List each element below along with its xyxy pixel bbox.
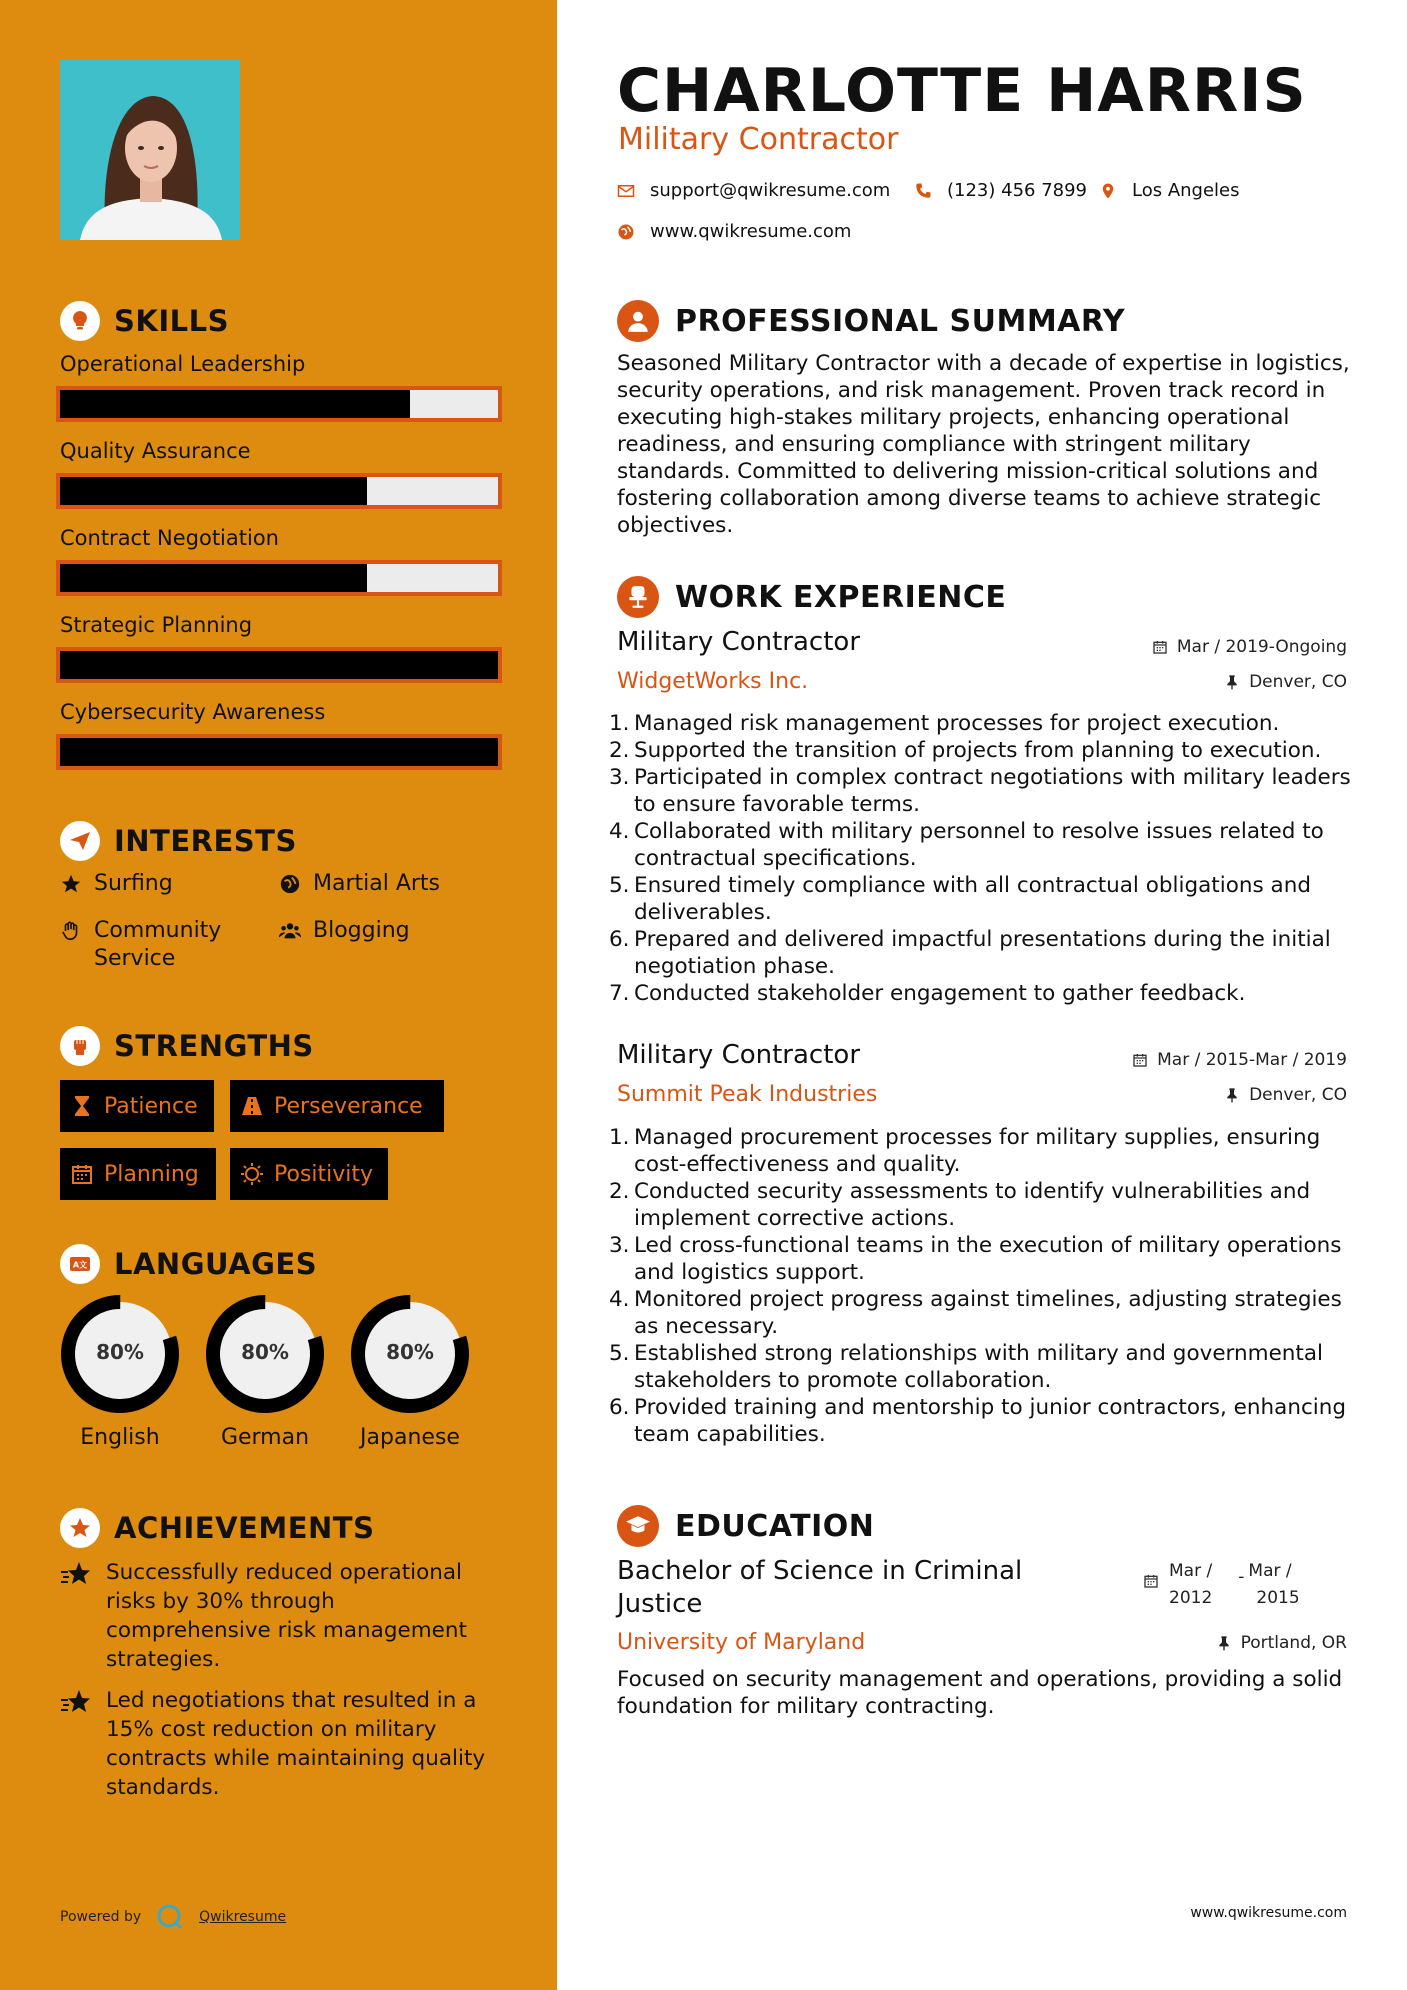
achievements-title: ACHIEVEMENTS: [114, 1511, 375, 1545]
qwikresume-logo-icon: [155, 1902, 185, 1932]
language-name: English: [80, 1425, 160, 1450]
pushpin-icon: [1224, 674, 1240, 690]
fist-icon: [60, 1026, 100, 1066]
duty-item: 1. Managed risk management processes for project execution.: [609, 711, 1280, 736]
id-card-icon: [60, 1244, 100, 1284]
education-title: EDUCATION: [675, 1508, 875, 1544]
calendar-icon: [1152, 639, 1168, 655]
experience-title: WORK EXPERIENCE: [675, 579, 1007, 615]
job-dates-text: Mar / 2019-Ongoing: [1176, 637, 1347, 657]
strength-tag: [230, 1080, 444, 1132]
achievement-text: Successfully reduced operational risks by 30% through comprehensive risk management strategies.: [106, 1560, 467, 1672]
achievement-text: Led negotiations that resulted in a 15% cost reduction on military contracts while maintaining quality standards.: [106, 1688, 486, 1800]
job-location: [1224, 672, 1347, 692]
strength-label: Planning: [104, 1161, 199, 1187]
skill-bar-fill: [60, 390, 410, 418]
strength-tag: [60, 1148, 216, 1200]
job-duties: [609, 710, 1362, 1007]
skills-heading: [60, 301, 229, 341]
contact-phone[interactable]: [914, 180, 1087, 201]
duty-item: 1. Managed procurement processes for military supplies, ensuring cost-effectiveness and quality.: [609, 1125, 1321, 1177]
skill-bar-fill: [60, 651, 498, 679]
education-location-text: Portland, OR: [1240, 1633, 1347, 1653]
job-duties: [609, 1124, 1362, 1448]
skill-bar-fill: [60, 477, 367, 505]
trophy-star-icon: [60, 1508, 100, 1548]
location-text: Los Angeles: [1132, 180, 1240, 201]
interest-item: [60, 870, 173, 898]
candidate-role: Military Contractor: [618, 122, 899, 157]
user-icon: [617, 300, 659, 342]
hourglass-icon: [70, 1094, 94, 1118]
summary-title: PROFESSIONAL SUMMARY: [675, 303, 1126, 339]
education-end: [1248, 1558, 1299, 1612]
job-dates: [1152, 637, 1347, 657]
strength-tag: [230, 1148, 388, 1200]
language-ring: [204, 1293, 326, 1415]
education-dates: [1143, 1558, 1300, 1612]
hand-icon: [60, 920, 82, 942]
qwikresume-link[interactable]: Qwikresume: [199, 1909, 287, 1925]
skill-label: Quality Assurance: [60, 439, 251, 463]
road-icon: [240, 1094, 264, 1118]
language-percent: 80%: [386, 1340, 434, 1364]
job-company: Summit Peak Industries: [617, 1082, 878, 1107]
interest-label: Community Service: [94, 918, 222, 971]
job-dates: [1132, 1050, 1347, 1070]
interest-item: [279, 917, 410, 945]
star-burst-icon: [60, 1560, 92, 1590]
sidebar: [0, 0, 557, 1990]
interests-heading: [60, 821, 297, 861]
education-end-month: Mar /: [1248, 1561, 1292, 1581]
globe-icon: [279, 873, 301, 895]
education-start: [1169, 1558, 1212, 1612]
office-chair-icon: [617, 576, 659, 618]
phone-icon: [914, 182, 932, 200]
education-start-month: Mar /: [1169, 1561, 1213, 1581]
skill-bar: [56, 386, 502, 422]
duty-item: 2. Supported the transition of projects from planning to execution.: [609, 738, 1322, 763]
strengths-title: STRENGTHS: [114, 1029, 314, 1063]
duty-item: 3. Led cross-functional teams in the execution of military operations and logistics support.: [609, 1233, 1342, 1285]
education-description: Focused on security management and operations, providing a solid foundation for military contracting.: [617, 1667, 1343, 1719]
strength-label: Patience: [104, 1093, 198, 1119]
summary-text: Seasoned Military Contractor with a decade of expertise in logistics, security operations, and risk management. Proven track record in executing high-stakes military projects, enhancing operational readiness, and ensuring compliance with stringent military standards. Committed to delivering mission-critical solutions and fostering collaboration among diverse teams to achieve strategic objectives.: [617, 351, 1350, 538]
interest-label: Martial Arts: [313, 871, 441, 896]
duty-item: 5. Established strong relationships with military and governmental stakeholders to promote collaboration.: [609, 1341, 1324, 1393]
calendar-icon: [1143, 1573, 1159, 1589]
education-location: [1216, 1633, 1347, 1653]
star-burst-icon: [60, 1688, 92, 1718]
footer-url[interactable]: www.qwikresume.com: [1190, 1905, 1347, 1921]
education-heading: [617, 1505, 874, 1547]
envelope-icon: [617, 182, 635, 200]
candidate-name: CHARLOTTE HARRIS: [617, 56, 1307, 126]
users-icon: [279, 920, 301, 942]
strengths-heading: [60, 1026, 314, 1066]
job-dates-text: Mar / 2015-Mar / 2019: [1157, 1050, 1347, 1070]
duty-item: 6. Provided training and mentorship to junior contractors, enhancing team capabilities.: [609, 1395, 1347, 1447]
language-item: [55, 1293, 185, 1450]
svg-text:A文: A文: [72, 1260, 88, 1270]
language-item: [200, 1293, 330, 1450]
language-percent: 80%: [241, 1340, 289, 1364]
profile-photo-image: [60, 60, 240, 240]
profile-photo: [60, 60, 240, 240]
languages-title: LANGUAGES: [114, 1247, 318, 1281]
skill-label: Operational Leadership: [60, 352, 306, 376]
achievement-item: [60, 1558, 500, 1674]
paper-plane-icon: [60, 821, 100, 861]
duty-item: 6. Prepared and delivered impactful presentations during the initial negotiation phase.: [609, 927, 1331, 979]
job-title: Military Contractor: [617, 1040, 861, 1070]
skill-bar: [56, 647, 502, 683]
strength-tag: [60, 1080, 214, 1132]
interest-label: Blogging: [313, 918, 410, 943]
experience-heading: [617, 576, 1006, 618]
interests-title: INTERESTS: [114, 824, 297, 858]
strength-label: Perseverance: [274, 1093, 423, 1119]
language-ring: [349, 1293, 471, 1415]
skill-label: Cybersecurity Awareness: [60, 700, 326, 724]
duty-item: 3. Participated in complex contract negotiations with military leaders to ensure favorable terms.: [609, 765, 1351, 817]
powered-by: [60, 1902, 286, 1932]
interest-item: [279, 870, 440, 898]
language-name: German: [220, 1425, 310, 1450]
duty-item: 5. Ensured timely compliance with all contractual obligations and deliverables.: [609, 873, 1311, 925]
website-text: www.qwikresume.com: [650, 221, 852, 242]
graduation-cap-icon: [617, 1505, 659, 1547]
skills-title: SKILLS: [114, 304, 229, 338]
education-end-year: 2015: [1256, 1588, 1300, 1608]
skill-bar-fill: [60, 738, 498, 766]
interest-item: [60, 917, 250, 973]
duty-item: 4. Monitored project progress against timelines, adjusting strategies as necessary.: [609, 1287, 1342, 1339]
achievements-heading: [60, 1508, 374, 1548]
duty-item: 4. Collaborated with military personnel to resolve issues related to contractual specifications.: [609, 819, 1324, 871]
duty-item: 2. Conducted security assessments to identify vulnerabilities and implement corrective actions.: [609, 1179, 1311, 1231]
interest-label: Surfing: [94, 871, 173, 896]
calendar-icon: [70, 1162, 94, 1186]
contact-website[interactable]: [617, 221, 851, 242]
education-start-year: 2012: [1169, 1588, 1213, 1608]
skill-label: Strategic Planning: [60, 613, 253, 637]
duty-item: 7. Conducted stakeholder engagement to gather feedback.: [609, 981, 1246, 1006]
education-date-separator: -: [1238, 1567, 1245, 1587]
pushpin-icon: [1216, 1635, 1232, 1651]
sun-icon: [240, 1162, 264, 1186]
language-ring: [59, 1293, 181, 1415]
job-location-text: Denver, CO: [1249, 1085, 1347, 1105]
job-company: WidgetWorks Inc.: [617, 669, 809, 694]
star-icon: [60, 873, 82, 895]
contact-location: [1099, 180, 1240, 201]
map-pin-icon: [1099, 182, 1117, 200]
email-text: support@qwikresume.com: [650, 180, 891, 201]
job-title: Military Contractor: [617, 627, 861, 657]
job-location: [1224, 1085, 1347, 1105]
languages-heading: [60, 1244, 317, 1284]
skill-bar: [56, 473, 502, 509]
job-location-text: Denver, CO: [1249, 672, 1347, 692]
language-percent: 80%: [96, 1340, 144, 1364]
skill-bar-fill: [60, 564, 367, 592]
lightbulb-icon: [60, 301, 100, 341]
strength-label: Positivity: [274, 1161, 374, 1187]
summary-heading: [617, 300, 1125, 342]
skill-bar: [56, 560, 502, 596]
globe-icon: [617, 223, 635, 241]
main-column: [557, 0, 1407, 1990]
achievement-item: [60, 1686, 500, 1802]
degree-title: Bachelor of Science in Criminal Justice: [617, 1556, 1023, 1619]
calendar-icon: [1132, 1052, 1148, 1068]
language-item: [345, 1293, 475, 1450]
skill-label: Contract Negotiation: [60, 526, 279, 550]
powered-by-label: Powered by: [60, 1909, 142, 1925]
phone-text: (123) 456 7899: [947, 180, 1088, 201]
language-name: Japanese: [360, 1425, 460, 1450]
pushpin-icon: [1224, 1087, 1240, 1103]
skill-bar: [56, 734, 502, 770]
school-name: University of Maryland: [617, 1630, 866, 1655]
contact-email[interactable]: [617, 180, 890, 201]
